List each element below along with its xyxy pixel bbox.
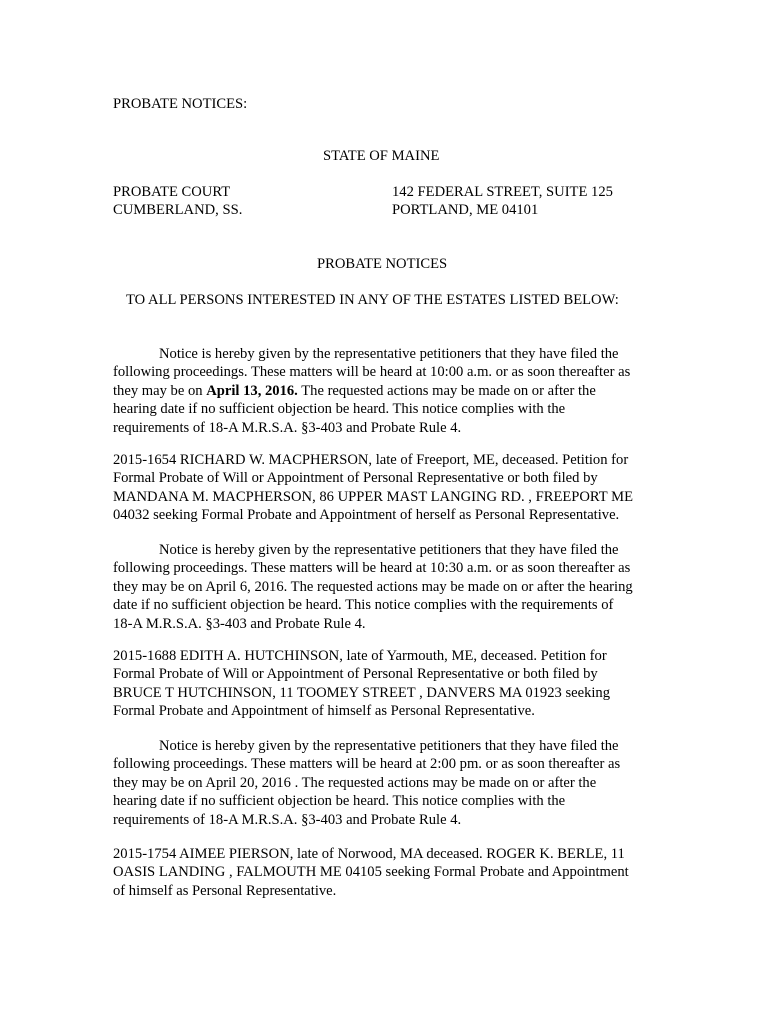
court-address-city: PORTLAND, ME 04101: [392, 202, 539, 218]
notice-line: Notice is hereby given by the representative petitioners that they have filed the: [159, 346, 619, 362]
notice-line: requirements of 18-A M.R.S.A. §3-403 and Probate Rule 4.: [113, 811, 462, 828]
notice-line: Notice is hereby given by the representative petitioners that they have filed the: [159, 738, 619, 754]
estate-entry-2: [113, 647, 661, 721]
estate-line: 2015-1688 EDITH A. HUTCHINSON, late of Yarmouth, ME, deceased. Petition for: [113, 648, 607, 664]
notice-line: hearing date if no sufficient objection be heard. This notice complies with the: [113, 793, 566, 810]
estate-entry-1: [113, 451, 661, 525]
court-county: CUMBERLAND, SS.: [113, 202, 243, 218]
estate-line: of himself as Personal Representative.: [113, 882, 337, 899]
estate-line: Formal Probate and Appointment of himself as Personal Representative.: [113, 703, 535, 720]
notice-line-end: The requested actions may be made on or after the: [297, 382, 596, 399]
page-title: PROBATE NOTICES:: [113, 96, 248, 112]
notice-line: hearing date if no sufficient objection be heard. This notice complies with the: [113, 401, 566, 418]
notices-subtitle: PROBATE NOTICES: [317, 256, 448, 272]
court-name: PROBATE COURT: [113, 184, 231, 200]
notice-line: [113, 382, 661, 400]
state-heading: STATE OF MAINE: [323, 148, 440, 164]
notices-addressee: TO ALL PERSONS INTERESTED IN ANY OF THE ESTATES LISTED BELOW:: [126, 292, 619, 308]
estate-entry-3: [113, 845, 661, 900]
estate-line: 2015-1754 AIMEE PIERSON, late of Norwood, MA deceased. ROGER K. BERLE, 11: [113, 846, 625, 862]
estate-line: 04032 seeking Formal Probate and Appointment of herself as Personal Representative.: [113, 507, 620, 524]
notice-line: following proceedings. These matters will be heard at 2:00 pm. or as soon thereafter as: [113, 756, 621, 773]
notice-paragraph-3: [113, 737, 661, 829]
notice-line: following proceedings. These matters will be heard at 10:30 a.m. or as soon thereafter as: [113, 560, 631, 577]
court-address-street: 142 FEDERAL STREET, SUITE 125: [392, 184, 613, 200]
notice-line: Notice is hereby given by the representative petitioners that they have filed the: [159, 542, 619, 558]
estate-line: 2015-1654 RICHARD W. MACPHERSON, late of Freeport, ME, deceased. Petition for: [113, 452, 629, 468]
hearing-date: April 13, 2016.: [206, 382, 298, 399]
notice-paragraph-2: [113, 541, 661, 633]
estate-line: Formal Probate of Will or Appointment of Personal Representative or both filed by: [113, 666, 598, 683]
notice-line: they may be on April 20, 2016 . The requested actions may be made on or after the: [113, 774, 597, 791]
estate-line: OASIS LANDING , FALMOUTH ME 04105 seeking Formal Probate and Appointment: [113, 864, 629, 881]
estate-line: BRUCE T HUTCHINSON, 11 TOOMEY STREET , DANVERS MA 01923 seeking: [113, 684, 611, 701]
notice-line: 18-A M.R.S.A. §3-403 and Probate Rule 4.: [113, 615, 366, 632]
notice-line: date if no sufficient objection be heard. This notice complies with the requirements of: [113, 597, 614, 614]
notice-line-start: they may be on: [113, 382, 207, 399]
notice-line: they may be on April 6, 2016. The requested actions may be made on or after the hearing: [113, 578, 633, 595]
notice-line: following proceedings. These matters will be heard at 10:00 a.m. or as soon thereafter as: [113, 364, 631, 381]
notice-paragraph-1: [113, 345, 661, 437]
notice-line: requirements of 18-A M.R.S.A. §3-403 and Probate Rule 4.: [113, 419, 462, 436]
estate-line: Formal Probate of Will or Appointment of Personal Representative or both filed by: [113, 470, 598, 487]
estate-line: MANDANA M. MACPHERSON, 86 UPPER MAST LANGING RD. , FREEPORT ME: [113, 488, 633, 505]
